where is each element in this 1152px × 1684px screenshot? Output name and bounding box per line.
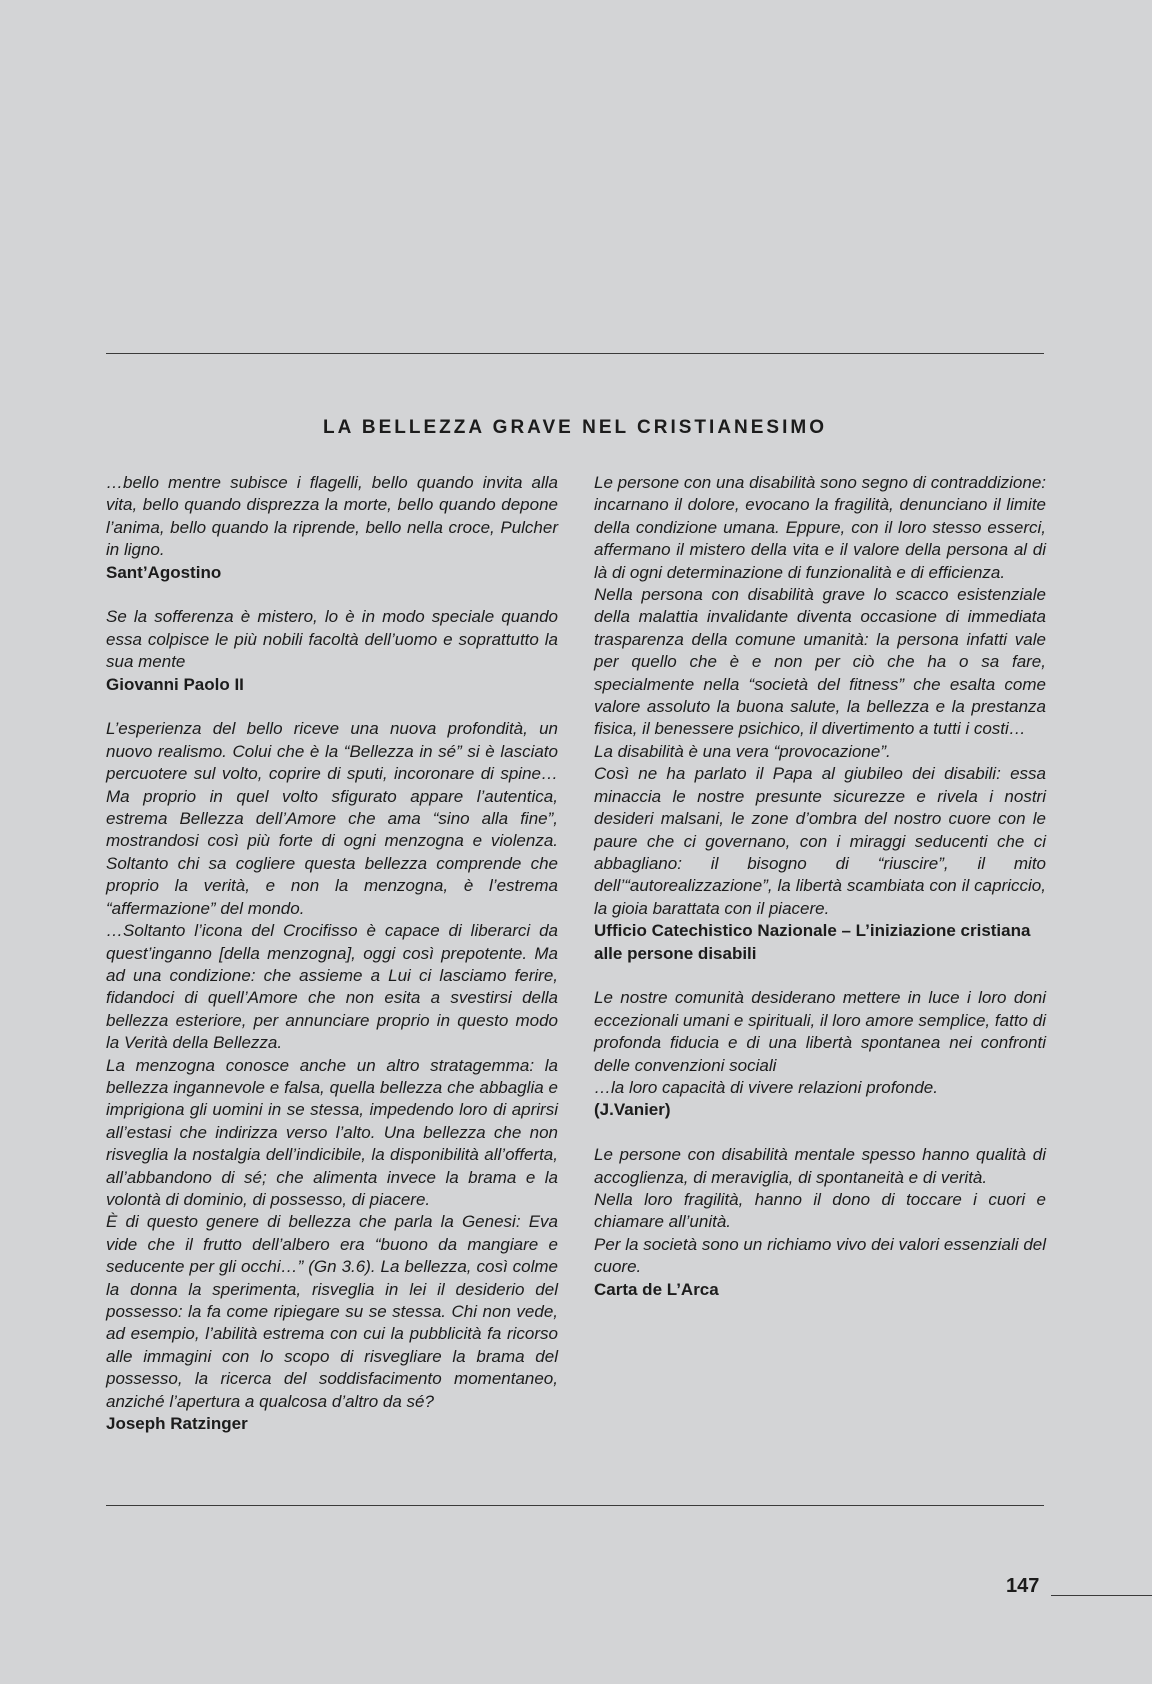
quote-ratzinger-p2: …Soltanto l’icona del Crocifisso è capace di liberarci da quest’inganno [della menzogna], oggi così prepotente. Ma ad una condizione: che assieme a Lui ci lasciamo ferire, fidandoci di quell’Amore che non esita a svestirsi della bellezza esteriore, per annunciare proprio in questo modo la Verità della Bellezza. (106, 921, 558, 1053)
quote-arca-p1: Le persone con disabilità mentale spesso hanno qualità di accoglienza, di meraviglia, di spontaneità e di verità. (594, 1145, 1046, 1187)
quote-vanier-p2: …la loro capacità di vivere relazioni profonde. (594, 1077, 938, 1097)
quote-augustine: …bello mentre subisce i flagelli, bello quando invita alla vita, bello quando disprezza la morte, bello quando depone l’anima, bello quando la riprende, bello nella croce, Pulcher in ligno. (106, 473, 558, 560)
quote-ucn-p1: Le persone con una disabilità sono segno di contraddizione: incarnano il dolore, evocano la fragilità, denunciano il limite della condizione umana. Eppure, con il loro stesso esserci, affermano il mistero della vita e il valore della persona al di là di ogni determinazione di funzionalità e di efficienza. (594, 473, 1046, 582)
right-column (594, 472, 1046, 1301)
quote-ucn-p4: Così ne ha parlato il Papa al giubileo dei disabili: essa minaccia le nostre presunte sicurezze e rivela i nostri desideri malsani, le zone d’ombra del nostro cuore con le paure che ci governano, con i miraggi seducenti che ci abbagliano: il bisogno di “riuscire”, il mito dell’“autorealizzazione”, la libertà scambiata con il capriccio, la gioia barattata con il piacere. (594, 764, 1046, 918)
author-arca: Carta de L’Arca (594, 1279, 719, 1299)
quote-vanier-p1: Le nostre comunità desiderano mettere in luce i loro doni eccezionali umani e spirituali, il loro amore semplice, fatto di profonda fiducia e di una libertà spontanea nei confronti delle convenzioni sociali (594, 988, 1046, 1075)
quote-arca-p2: Nella loro fragilità, hanno il dono di toccare i cuori e chiamare all’unità. (594, 1189, 1046, 1232)
page-number-rule (1051, 1595, 1152, 1596)
bottom-rule (106, 1505, 1044, 1506)
page-number: 147 (1006, 1575, 1040, 1597)
page-title: LA BELLEZZA GRAVE NEL CRISTIANESIMO (322, 416, 827, 438)
author-ucn: Ufficio Catechistico Nazionale – L’iniziazione cristiana alle persone disabili (594, 921, 1031, 963)
quote-ratzinger-p1: L’esperienza del bello riceve una nuova profondità, un nuovo realismo. Colui che è la “Bellezza in sé” si è lasciato percuotere sul volto, coprire di sputi, incoronare di spine… Ma proprio in quel volto sfigurato appare l’autentica, estrema Bellezza dell’Amore che ama “sino alla fine”, mostrandosi così più forte di ogni menzogna e violenza. Soltanto chi sa cogliere questa bellezza comprende che proprio la verità, e non la menzogna, è l’estrema “affermazione” del mondo. (106, 719, 558, 918)
author-augustine: Sant’Agostino (106, 562, 222, 582)
quote-ratzinger-p3: La menzogna conosce anche un altro stratagemma: la bellezza ingannevole e falsa, quella bellezza che abbaglia e imprigiona gli uomini in se stessa, impedendo loro di aprirsi all’estasi che indirizza verso l’alto. Una bellezza che non risveglia la nostalgia dell’indicibile, la disponibilità all’offerta, all’abbandono di sé; che alimenta invece la brama e la volontà di dominio, di possesso, di piacere. (106, 1055, 558, 1209)
author-john-paul-ii: Giovanni Paolo II (106, 674, 244, 694)
quote-ucn-p3: La disabilità è una vera “provocazione”. (594, 741, 891, 761)
quote-ratzinger-p4: È di questo genere di bellezza che parla la Genesi: Eva vide che il frutto dell’albero era “buono da mangiare e seducente per gli occhi…” (Gn 3.6). La bellezza, così colme la donna la sperimenta, risveglia in lei il desiderio del possesso: la fa come ripiegare su se stessa. Chi non vede, ad esempio, l’abilità estrema con cui la pubblicità fa ricorso alle immagini con lo scopo di risvegliare la brama del possesso, la ricerca del soddisfacimento momentaneo, anziché l’apertura a qualcosa d’altro da sé? (106, 1212, 558, 1411)
left-column (106, 472, 558, 1435)
quote-arca-p3: Per la società sono un richiamo vivo dei valori essenziali del cuore. (594, 1234, 1046, 1277)
top-rule (106, 353, 1044, 354)
quote-john-paul-ii: Se la sofferenza è mistero, lo è in modo speciale quando essa colpisce le più nobili facoltà dell’uomo e soprattutto la sua mente (106, 607, 558, 672)
author-ratzinger: Joseph Ratzinger (106, 1414, 248, 1434)
author-vanier: (J.Vanier) (594, 1100, 671, 1120)
quote-ucn-p2: Nella persona con disabilità grave lo scacco esistenziale della malattia invalidante diventa occasione di immediata trasparenza della comune umanità: la persona infatti vale per quello che è e non per ciò che ha o sa fare, specialmente nella “società del fitness” che esalta come valore assoluto la buona salute, la bellezza e la prestanza fisica, il benessere psichico, il divertimento a tutti i costi… (594, 585, 1046, 739)
